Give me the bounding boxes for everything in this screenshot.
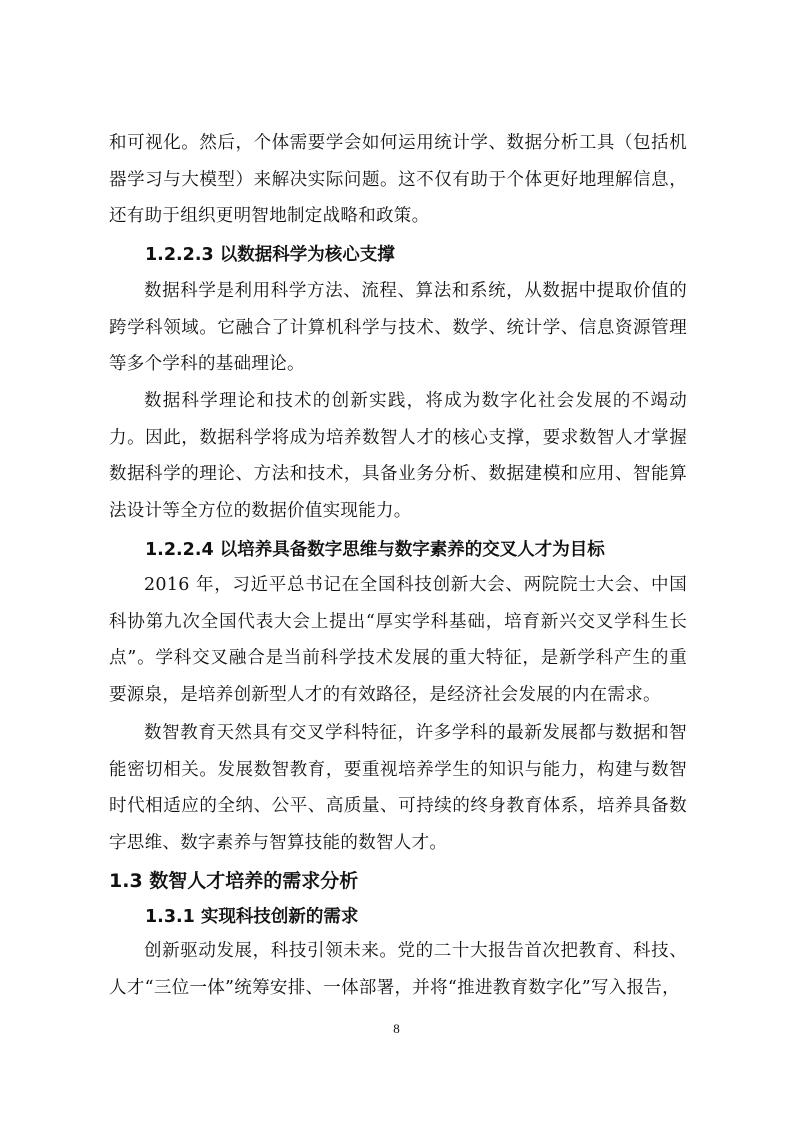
heading-1-2-2-3: 1.2.2.3 以数据科学为核心支撑: [145, 245, 395, 265]
paragraph-interdisciplinary-2016: 2016 年，习近平总书记在全国科技创新大会、两院院士大会、中国科协第九次全国代表大会上提出“厚实学科基础，培育新兴交叉学科生长点”。学科交叉融合是当前科学技术发展的重大特征，是新学科产生的重要源泉，是培养创新型人才的有效路径，是经济社会发展的内在需求。: [109, 575, 687, 705]
paragraph-digital-intelligence-education: 数智教育天然具有交叉学科特征，许多学科的最新发展都与数据和智能密切相关。发展数智教育，要重视培养学生的知识与能力，构建与数智时代相适应的全纳、公平、高质量、可持续的终身教育体系，培养具备数字思维、数字素养与智算技能的数智人才。: [109, 723, 687, 853]
heading-1-3: 1.3 数智人才培养的需求分析: [109, 870, 359, 892]
heading-1-3-1: 1.3.1 实现科技创新的需求: [145, 907, 359, 927]
paragraph-visualization-intro: 和可视化。然后，个体需要学会如何运用统计学、数据分析工具（包括机器学习与大模型）来解决实际问题。这不仅有助于个体更好地理解信息，还有助于组织更明智地制定战略和政策。: [109, 133, 687, 226]
page-number: 8: [393, 1021, 400, 1036]
heading-1-2-2-4: 1.2.2.4 以培养具备数字思维与数字素养的交叉人才为目标: [145, 540, 605, 560]
paragraph-data-science-core: 数据科学理论和技术的创新实践，将成为数字化社会发展的不竭动力。因此，数据科学将成为培养数智人才的核心支撑，要求数智人才掌握数据科学的理论、方法和技术，具备业务分析、数据建模和应用、智能算法设计等全方位的数据价值实现能力。: [109, 391, 687, 521]
paragraph-data-science-definition: 数据科学是利用科学方法、流程、算法和系统，从数据中提取价值的跨学科领域。它融合了计算机科学与技术、数学、统计学、信息资源管理等多个学科的基础理论。: [109, 281, 687, 374]
paragraph-innovation-driven: 创新驱动发展，科技引领未来。党的二十大报告首次把教育、科技、人才“三位一体”统筹安排、一体部署，并将“推进教育数字化”写入报告，: [109, 941, 687, 998]
